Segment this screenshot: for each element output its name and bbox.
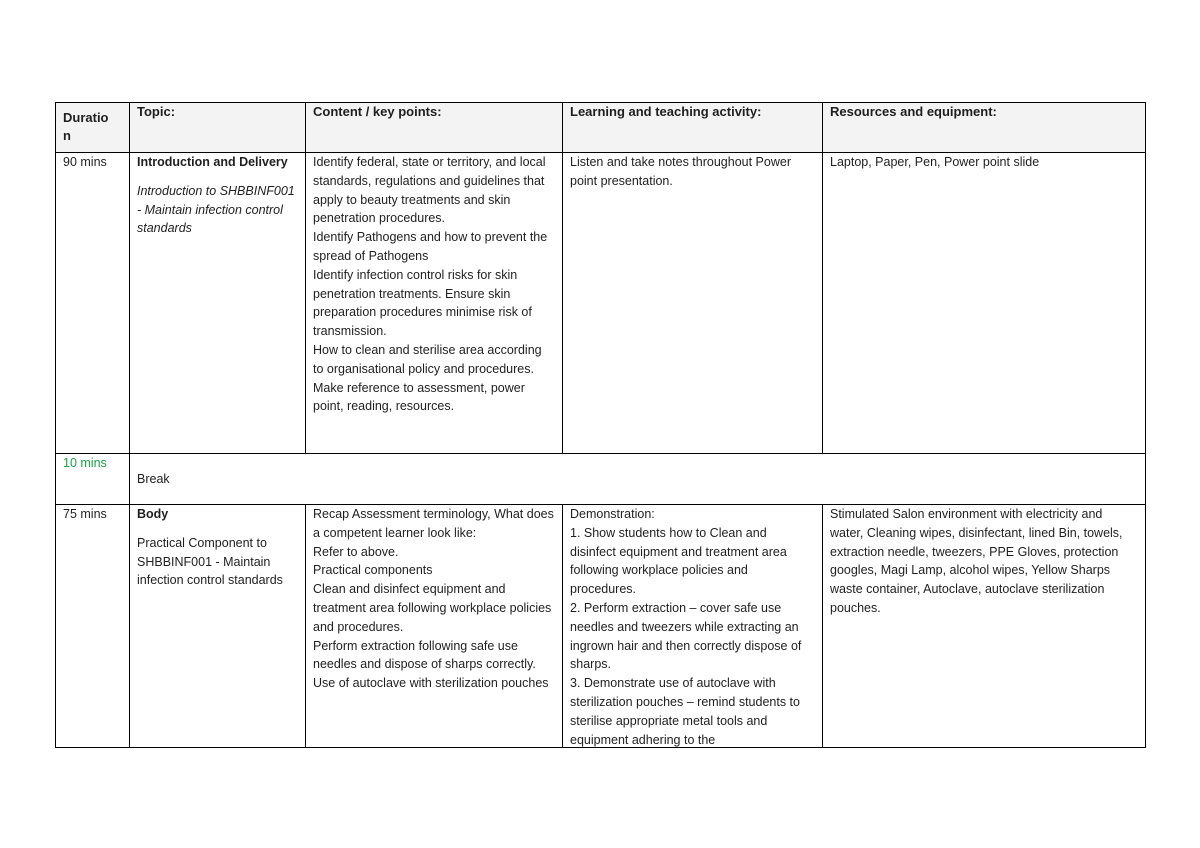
content-line: Perform extraction following safe use needles and dispose of sharps correctly.: [313, 638, 536, 672]
content-cell: [306, 505, 563, 748]
content-line: Recap Assessment terminology, What does a competent learner look like:: [313, 507, 554, 540]
content-cell: [306, 153, 563, 454]
duration-cell: 90 mins: [56, 153, 130, 454]
topic-subtitle: Introduction to SHBBINF001 - Maintain infection control standards: [137, 183, 295, 236]
break-label: Break: [130, 454, 1146, 505]
content-clip: [313, 505, 555, 747]
duration-cell: 75 mins: [56, 505, 130, 748]
topic-cell: [130, 153, 306, 454]
table-row: [56, 505, 1146, 748]
header-duration-line1: Duratio: [63, 110, 109, 125]
content-line: Practical components: [313, 563, 433, 578]
table-row-break: [56, 454, 1146, 505]
activity-cell: [563, 505, 823, 748]
header-activity: Learning and teaching activity:: [563, 103, 823, 153]
resources-line: Laptop, Paper, Pen, Power point slide: [830, 155, 1040, 169]
resources-cell: [823, 505, 1146, 748]
content-line: Identify Pathogens and how to prevent the spread of Pathogens: [313, 230, 548, 263]
header-content: Content / key points:: [306, 103, 563, 153]
content-line: Identify federal, state or territory, and local standards, regulations and guidelines that apply to beauty treatments and skin penetration procedures.: [313, 155, 546, 226]
table-header-row: [56, 103, 1146, 153]
table-row: [56, 153, 1146, 454]
content-line: How to clean and sterilise area according to organisational policy and procedures. Make reference to assessment, power point, reading, resources.: [313, 342, 542, 414]
activity-line: Listen and take notes throughout Power point presentation.: [570, 155, 791, 188]
content-line: Use of autoclave with sterilization pouches: [313, 676, 549, 691]
lesson-plan-table: [55, 102, 1146, 748]
topic-title: Body: [137, 507, 169, 521]
duration-cell: 10 mins: [56, 454, 130, 505]
content-line: Refer to above.: [313, 544, 399, 559]
topic-subtitle: Practical Component to SHBBINF001 - Maintain infection control standards: [137, 535, 283, 588]
header-topic: Topic:: [130, 103, 306, 153]
resources-cell: [823, 153, 1146, 454]
activity-line: 3. Demonstrate use of autoclave with sterilization pouches – remind students to sterilise appropriate metal tools and equipment adhering to the: [570, 676, 800, 747]
content-line: Clean and disinfect equipment and treatment area following workplace policies and procedures.: [313, 582, 552, 634]
activity-cell: [563, 153, 823, 454]
header-duration-line2: n: [63, 128, 71, 143]
activity-line: 2. Perform extraction – cover safe use needles and tweezers while extracting an ingrown hair and then correctly dispose of sharps.: [570, 600, 802, 672]
resources-line: Stimulated Salon environment with electricity and water, Cleaning wipes, disinfectant, lined Bin, towels, extraction needle, tweezers, PPE Gloves, protection googles, Magi Lamp, alcohol wipes, Yellow Sharps waste container, Autoclave, autoclave sterilization pouches.: [830, 507, 1123, 615]
header-duration: [56, 103, 130, 153]
activity-line: Demonstration:: [570, 507, 655, 521]
topic-title: Introduction and Delivery: [137, 155, 288, 169]
header-resources: Resources and equipment:: [823, 103, 1146, 153]
content-line: Identify infection control risks for skin penetration treatments. Ensure skin preparation procedures minimise risk of transmission.: [313, 267, 532, 339]
activity-line: 1. Show students how to Clean and disinfect equipment and treatment area following workplace policies and procedures.: [570, 525, 787, 597]
topic-cell: [130, 505, 306, 748]
activity-clip: [570, 505, 815, 747]
